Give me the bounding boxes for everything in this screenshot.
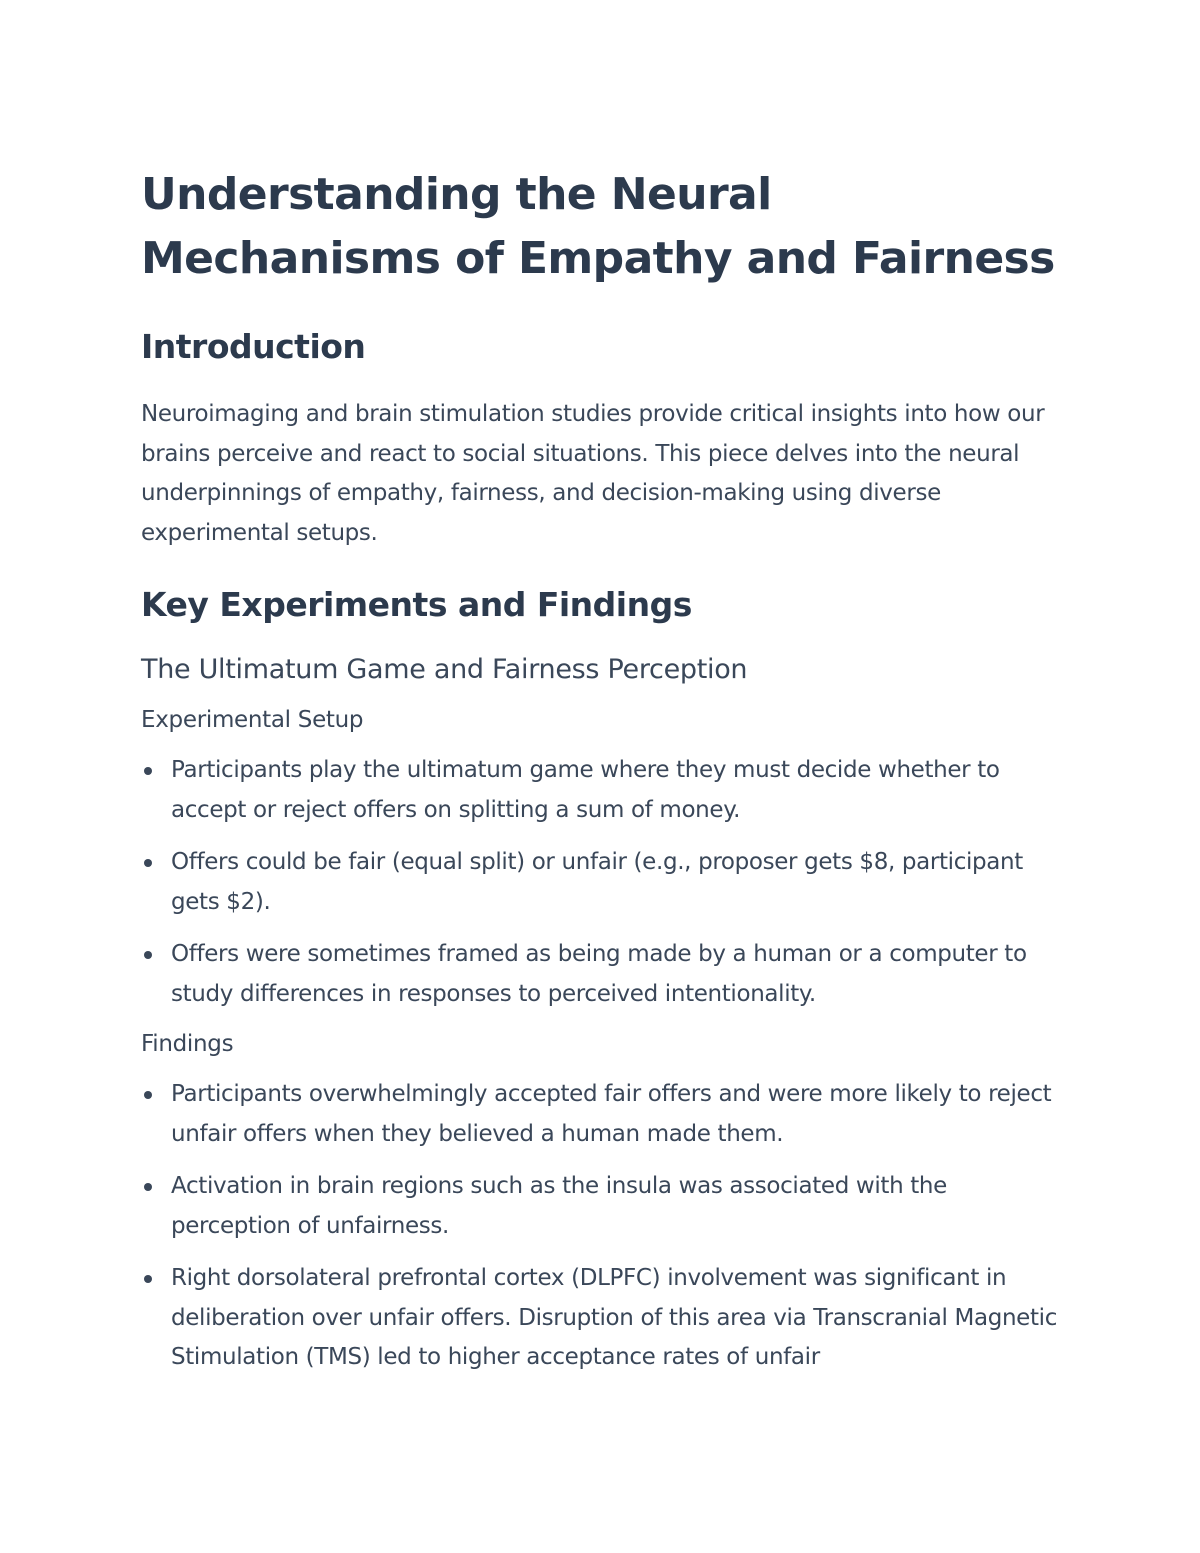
list-item <box>141 1167 1071 1246</box>
list-item <box>141 843 1071 922</box>
findings-list <box>141 1075 1071 1378</box>
list-item <box>141 1259 1071 1378</box>
introduction-heading: Introduction <box>141 327 366 366</box>
introduction-paragraph: Neuroimaging and brain stimulation studies provide critical insights into how our brains perceive and react to social situations. This piece delves into the neural underpinnings of empathy, fairness, and decision-making using diverse experimental setups. <box>141 401 1045 546</box>
document-title: Understanding the Neural Mechanisms of Empathy and Fairness <box>141 169 1055 284</box>
list-item-text: Activation in brain regions such as the insula was associated with the perception of unfairness. <box>171 1173 947 1239</box>
experimental-setup-list <box>141 751 1071 1014</box>
key-experiments-heading: Key Experiments and Findings <box>141 585 692 624</box>
ultimatum-game-heading: The Ultimatum Game and Fairness Perception <box>141 654 748 685</box>
bullet-icon <box>144 1275 152 1283</box>
document-page <box>141 163 1071 1391</box>
experimental-setup-heading: Experimental Setup <box>141 707 364 733</box>
list-item <box>141 935 1071 1014</box>
list-item-text: Right dorsolateral prefrontal cortex (DLPFC) involvement was significant in deliberation over unfair offers. Disruption of this area via Transcranial Magnetic Stimulation (TMS) led to higher acceptance rates of unfair <box>171 1265 1057 1370</box>
bullet-icon <box>144 1183 152 1191</box>
list-item <box>141 751 1071 830</box>
bullet-icon <box>144 951 152 959</box>
list-item <box>141 1075 1071 1154</box>
bullet-icon <box>144 1091 152 1099</box>
bullet-icon <box>144 859 152 867</box>
findings-heading: Findings <box>141 1031 234 1057</box>
bullet-icon <box>144 767 152 775</box>
list-item-text: Offers could be fair (equal split) or unfair (e.g., proposer gets $8, participant gets $2). <box>171 849 1023 915</box>
list-item-text: Participants play the ultimatum game where they must decide whether to accept or reject offers on splitting a sum of money. <box>171 757 1000 823</box>
list-item-text: Offers were sometimes framed as being made by a human or a computer to study differences in responses to perceived intentionality. <box>171 941 1027 1007</box>
list-item-text: Participants overwhelmingly accepted fair offers and were more likely to reject unfair offers when they believed a human made them. <box>171 1081 1052 1147</box>
